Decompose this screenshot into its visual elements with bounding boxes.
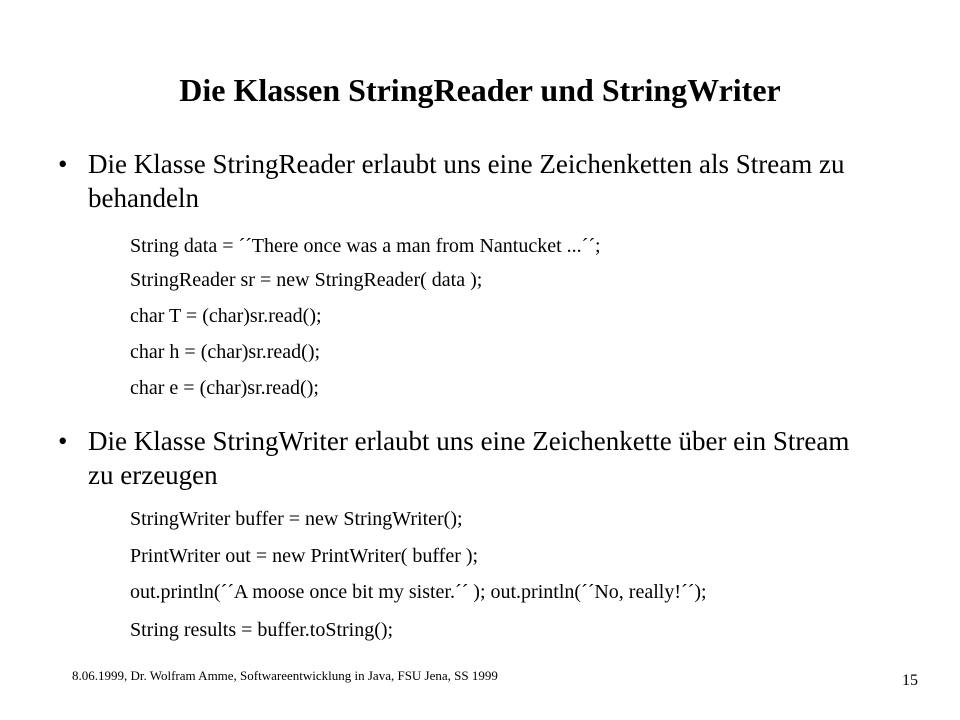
code-line: String data = ´´There once was a man from Nantucket ...´´; bbox=[130, 235, 601, 257]
code-line: out.println(´´A moose once bit my sister.´´ ); out.println(´´No, really!´´); bbox=[130, 581, 707, 603]
bullet-marker: • bbox=[58, 149, 68, 179]
page-number: 15 bbox=[902, 672, 918, 689]
code-line: PrintWriter out = new PrintWriter( buffer ); bbox=[130, 545, 479, 567]
bullet-text: Die Klasse StringWriter erlaubt uns eine Zeichenkette über ein Stream zu erzeugen bbox=[88, 426, 850, 490]
code-line: char h = (char)sr.read(); bbox=[130, 341, 321, 363]
code-line: char T = (char)sr.read(); bbox=[130, 305, 322, 327]
bullet-text: Die Klasse StringReader erlaubt uns eine Zeichenketten als Stream zu behandeln bbox=[88, 149, 845, 213]
bullet-stringwriter bbox=[58, 424, 878, 492]
footer-info: 8.06.1999, Dr. Wolfram Amme, Softwareentwicklung in Java, FSU Jena, SS 1999 bbox=[72, 668, 498, 683]
code-line: StringWriter buffer = new StringWriter(); bbox=[130, 508, 463, 530]
code-line: char e = (char)sr.read(); bbox=[130, 377, 319, 399]
bullet-stringreader bbox=[58, 147, 878, 215]
bullet-marker: • bbox=[58, 426, 68, 456]
code-line: String results = buffer.toString(); bbox=[130, 619, 394, 641]
code-line: StringReader sr = new StringReader( data ); bbox=[130, 269, 483, 291]
slide-title: Die Klassen StringReader und StringWriter bbox=[179, 72, 781, 108]
